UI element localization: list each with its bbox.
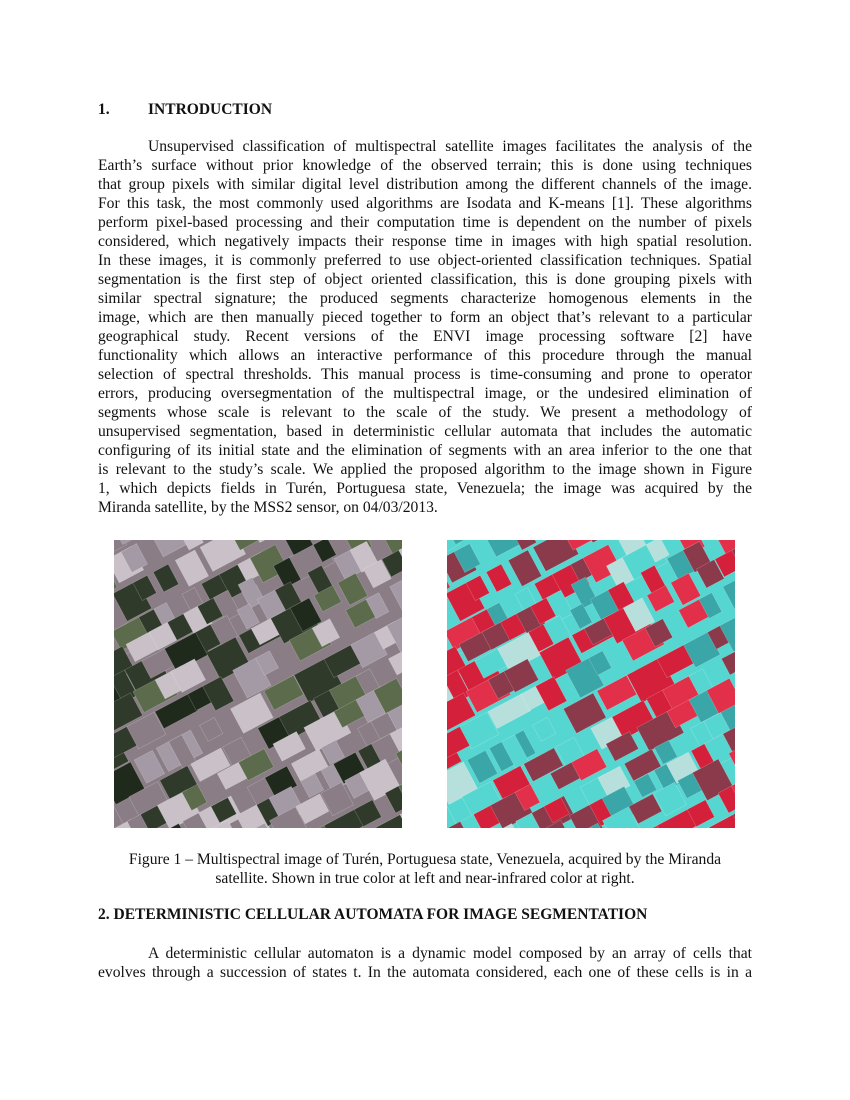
- text-line: For this task, the most commonly used algorithms are Isodata and K-means [1]. These algorithms: [98, 195, 752, 212]
- text-line: considered, which negatively impacts their response time in images with high spatial resolution.: [98, 233, 752, 250]
- introduction-paragraph: [98, 137, 752, 517]
- caption-line: Figure 1 – Multispectral image of Turén, Portuguesa state, Venezuela, acquired by the Miranda: [128, 851, 722, 868]
- text-line: A deterministic cellular automaton is a dynamic model composed by an array of cells that: [148, 945, 752, 962]
- section-number: 1.: [98, 101, 110, 118]
- near-infrared-satellite-image: [447, 540, 735, 828]
- section-heading: INTRODUCTION: [148, 101, 273, 118]
- text-line: geographical study. Recent versions of the ENVI image processing software [2] have: [98, 328, 752, 345]
- text-line: selection of spectral thresholds. This manual process is time-consuming and prone to operator: [98, 366, 752, 383]
- text-line: Unsupervised classification of multispectral satellite images facilitates the analysis of the: [148, 138, 752, 155]
- cellular-automata-paragraph: [98, 944, 752, 982]
- text-line: segmentation is the first step of object oriented classification, this is done grouping pixels with: [98, 271, 752, 288]
- text-line: is relevant to the study’s scale. We applied the proposed algorithm to the image shown in Figure: [98, 461, 752, 478]
- figure-caption: [98, 850, 752, 888]
- text-line: Earth’s surface without prior knowledge of the observed terrain; this is done using techniques: [98, 157, 752, 174]
- text-line: evolves through a succession of states t. In the automata considered, each one of these cells is in a: [98, 964, 752, 981]
- caption-line: satellite. Shown in true color at left and near-infrared color at right.: [215, 870, 635, 887]
- text-line: Miranda satellite, by the MSS2 sensor, on 04/03/2013.: [98, 499, 438, 516]
- text-line: similar spectral signature; the produced segments characterize homogenous elements in the: [98, 290, 752, 307]
- section-heading: 2. DETERMINISTIC CELLULAR AUTOMATA FOR IMAGE SEGMENTATION: [98, 906, 648, 923]
- text-line: errors, producing oversegmentation of the multispectral image, or the undesired elimination of: [98, 385, 752, 402]
- text-line: image, which are then manually pieced together to form an object that’s relevant to a particular: [98, 309, 752, 326]
- text-line: configuring of its initial state and the elimination of segments with an area inferior to the one that: [98, 442, 752, 459]
- text-line: segments whose scale is relevant to the scale of the study. We present a methodology of: [98, 404, 752, 421]
- text-line: that group pixels with similar digital level distribution among the different channels of the image.: [98, 176, 752, 193]
- text-line: 1, which depicts fields in Turén, Portuguesa state, Venezuela; the image was acquired by the: [98, 480, 752, 497]
- text-line: unsupervised segmentation, based in deterministic cellular automata that includes the automatic: [98, 423, 752, 440]
- text-line: functionality which allows an interactive performance of this procedure through the manual: [98, 347, 752, 364]
- text-line: In these images, it is commonly preferred to use object-oriented classification techniques. Spatial: [98, 252, 752, 269]
- true-color-satellite-image: [114, 540, 402, 828]
- text-line: perform pixel-based processing and their computation time is dependent on the number of pixels: [98, 214, 752, 231]
